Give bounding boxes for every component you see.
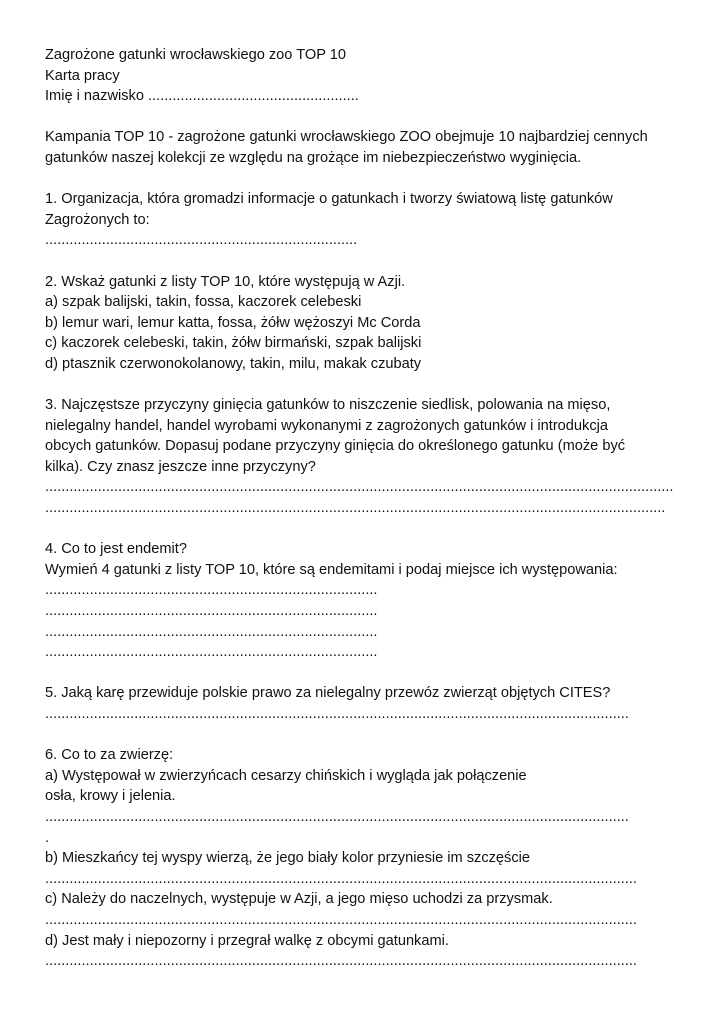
answer-line: ............................................................................. xyxy=(45,232,358,249)
answer-line: .................................................................................. xyxy=(45,603,378,620)
intro-line: Kampania TOP 10 - zagrożone gatunki wrocławskiego ZOO obejmuje 10 najbardziej cennych xyxy=(45,129,648,146)
answer-option: b) lemur wari, lemur katta, fossa, żółw wężoszyi Mc Corda xyxy=(45,314,421,331)
question-3-text: 3. Najczęstsze przyczyny ginięcia gatunków to niszczenie siedlisk, polowania na mięso, xyxy=(45,397,611,414)
question-6a-text: a) Występował w zwierzyńcach cesarzy chińskich i wygląda jak połączenie xyxy=(45,767,527,784)
question-4-text: 4. Co to jest endemit? xyxy=(45,541,187,558)
worksheet-page xyxy=(45,45,685,972)
question-6a-text: osła, krowy i jelenia. xyxy=(45,788,176,805)
worksheet-subtitle: Karta pracy xyxy=(45,67,120,84)
question-1-text: 1. Organizacja, która gromadzi informacje o gatunkach i tworzy światową listę gatunków xyxy=(45,191,613,208)
question-5-text: 5. Jaką karę przewiduje polskie prawo za nielegalny przewóz zwierząt objętych CITES? xyxy=(45,685,611,702)
question-6c-text: c) Należy do naczelnych, występuje w Azji, a jego mięso uchodzi za przysmak. xyxy=(45,891,553,908)
question-6d-text: d) Jest mały i niepozorny i przegrał walkę z obcymi gatunkami. xyxy=(45,932,449,949)
question-6-title: 6. Co to za zwierzę: xyxy=(45,747,174,764)
answer-line: .................................................................................. xyxy=(45,623,378,640)
intro-line: gatunków naszej kolekcji ze względu na grożące im niebezpieczeństwo wyginięcia. xyxy=(45,149,582,166)
question-3-text: obcych gatunków. Dopasuj podane przyczyny ginięcia do określonego gatunku (może być xyxy=(45,438,626,455)
answer-option: d) ptasznik czerwonokolanowy, takin, milu, makak czubaty xyxy=(45,355,422,372)
name-field-line: Imię i nazwisko .................................................... xyxy=(45,88,359,105)
question-3-text: kilka). Czy znasz jeszcze inne przyczyny? xyxy=(45,458,316,475)
answer-line: .................................................................................. xyxy=(45,582,378,599)
answer-option: c) kaczorek celebeski, takin, żółw birmański, szpak balijski xyxy=(45,335,422,352)
question-2-text: 2. Wskaż gatunki z listy TOP 10, które występują w Azji. xyxy=(45,273,406,290)
question-4-text: Wymień 4 gatunki z listy TOP 10, które są endemitami i podaj miejsce ich występowania: xyxy=(45,561,618,578)
answer-line: ................................................................................................................................................ xyxy=(45,706,629,722)
answer-line: ........................................................................................................................................................... xyxy=(45,479,674,496)
answer-line: .................................................................................................................................................. xyxy=(45,953,637,970)
answer-line: ......................................................................................................................................................... xyxy=(45,500,666,517)
answer-option: a) szpak balijski, takin, fossa, kaczorek celebeski xyxy=(45,294,362,311)
answer-line: .................................................................................................................................................. xyxy=(45,911,637,928)
answer-line: .................................................................................................................................................. xyxy=(45,870,637,887)
worksheet-title: Zagrożone gatunki wrocławskiego zoo TOP 10 xyxy=(45,47,346,63)
question-6b-text: b) Mieszkańcy tej wyspy wierzą, że jego biały kolor przyniesie im szczęście xyxy=(45,850,530,867)
question-1-text: Zagrożonych to: xyxy=(45,211,150,228)
answer-line: .................................................................................. xyxy=(45,644,378,661)
question-3-text: nielegalny handel, handel wyrobami wykonanymi z zagrożonych gatunków i introdukcja xyxy=(45,417,608,434)
answer-line: ................................................................................................................................................ xyxy=(45,808,629,825)
answer-line-dot: . xyxy=(45,829,50,846)
